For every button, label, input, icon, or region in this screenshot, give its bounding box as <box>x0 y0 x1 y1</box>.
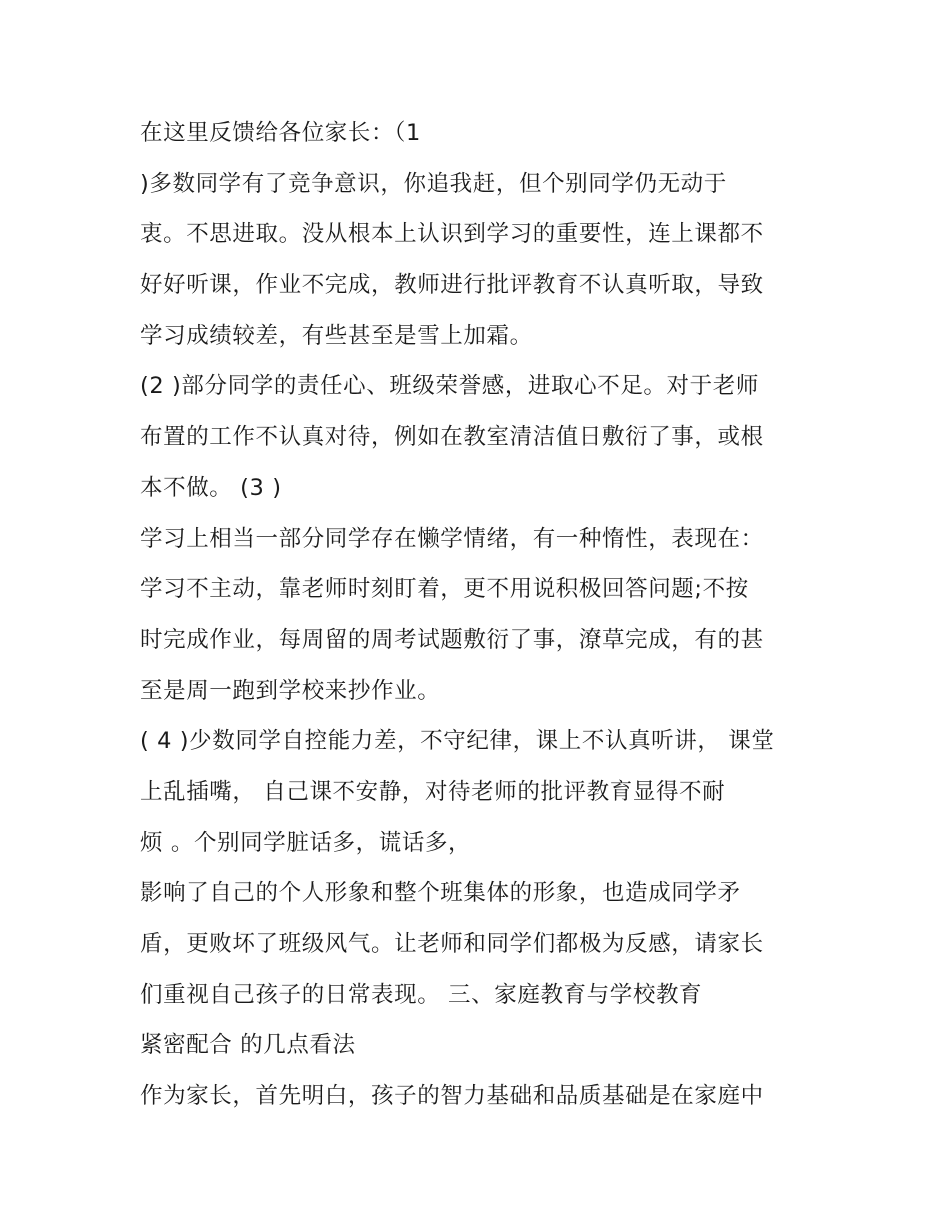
body-text <box>140 108 830 1122</box>
text-line: 布置的工作不认真对待，例如在教室清洁值日敷衍了事，或根 <box>140 424 764 451</box>
text-line: 时完成作业，每周留的周考试题敷衍了事，潦草完成，有的甚 <box>140 626 764 653</box>
text-line: )多数同学有了竞争意识，你追我赶，但个别同学仍无动于 <box>140 170 727 197</box>
text-line: 好好听课，作业不完成，教师进行批评教育不认真听取，导致 <box>140 272 764 299</box>
text-line: 上乱插嘴， 自己课不安静，对待老师的批评教育显得不耐 <box>140 778 726 805</box>
text-line: 学习成绩较差，有些甚至是雪上加霜。 <box>140 322 533 349</box>
text-line: 学习上相当一部分同学存在懒学情绪，有一种惰性，表现在： <box>140 525 764 552</box>
text-line: 学习不主动，靠老师时刻盯着，更不用说积极回答问题;不按 <box>140 576 749 603</box>
text-line: 作为家长，首先明白，孩子的智力基础和品质基础是在家庭中 <box>140 1083 764 1110</box>
text-line: (2 )部分同学的责任心、班级荣誉感，进取心不足。对于老师 <box>140 373 759 400</box>
text-line: 影响了自己的个人形象和整个班集体的形象，也造成同学矛 <box>140 880 741 907</box>
text-line: 至是周一跑到学校来抄作业。 <box>140 677 441 704</box>
text-line: 紧密配合 的几点看法 <box>140 1032 356 1059</box>
text-line: 衷。不思进取。没从根本上认识到学习的重要性，连上课都不 <box>140 221 764 248</box>
text-line: 们重视自己孩子的日常表现。 三、家庭教育与学校教育 <box>140 981 703 1008</box>
text-line: 本不做。 (3 ) <box>140 474 282 501</box>
text-line: 盾，更败坏了班级风气。让老师和同学们都极为反感，请家长 <box>140 931 764 957</box>
text-line: 在这里反馈给各位家长：（1 <box>140 120 421 146</box>
text-line: 烦 。个别同学脏话多，谎话多， <box>140 829 472 856</box>
text-line: ( 4 )少数同学自控能力差，不守纪律，课上不认真听讲， 课堂 <box>140 728 775 755</box>
